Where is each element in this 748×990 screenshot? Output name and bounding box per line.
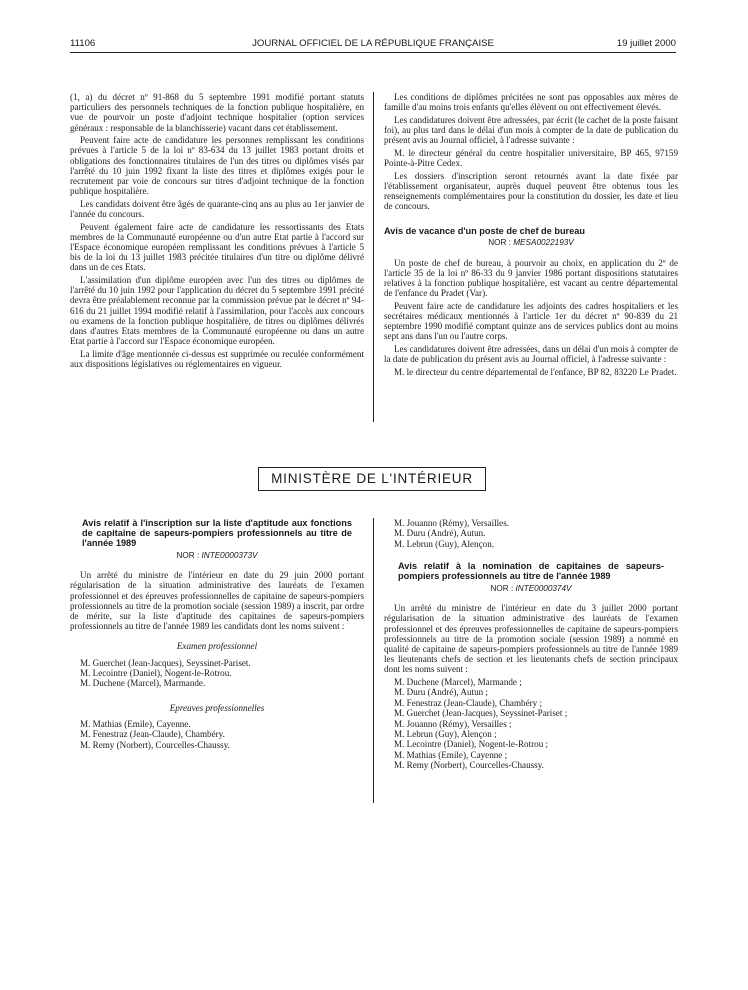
nor-reference: NOR : INTE0000373V — [176, 551, 258, 560]
nor-reference: NOR : INTE0000374V — [490, 584, 572, 594]
name-list — [70, 719, 364, 750]
bottom-right-column — [384, 518, 678, 771]
page-number: 11106 — [70, 38, 96, 49]
paragraph: L'assimilation d'un diplôme européen avec l'un des titres ou diplômes de l'arrêté du 10 juin 1992 pour l'application du décret du 5 septembre 1991 précité devra être préalablement reconnue par la commission prévue par le décret nº 94-616 du 21 juillet 1994 modifié relatif à l'assimilation, pour l'accès aux concours ou examens de la fonction publique hospitalière, de titres ou diplômes délivrés dans d'autres Etats membres de la Communauté européenne ou dans un autre Etat partie à l'accord sur l'Espace économique européen. — [70, 275, 364, 347]
list-item: M. Mathias (Emile), Cayenne ; — [394, 749, 508, 760]
top-left-column — [70, 92, 364, 372]
list-item: M. Lebrun (Guy), Alençon ; — [394, 729, 497, 740]
notice-title: Avis de vacance d'un poste de chef de bureau — [384, 225, 585, 236]
bottom-left-column — [70, 518, 364, 750]
list-item: M. Jouanno (Rémy), Versailles. — [394, 518, 510, 528]
paragraph: M. le directeur général du centre hospitalier universitaire, BP 465, 97159 Pointe-à-Pitre Cedex. — [384, 147, 678, 168]
paragraph: Un arrêté du ministre de l'intérieur en date du 3 juillet 2000 portant régularisation de la situation administrative des lauréats de l'examen professionnel et des épreuves professionnelles de capitaine de sapeurs-pompiers professionnels au titre de la promotion sociale (session 1989) a nommé en qualité de capitaine de sapeurs-pompiers professionnels au titre de l'année 1989 les lieutenants chefs de section et les lieutenants chefs de section principaux dont les noms suivent : — [384, 603, 678, 675]
name-list — [70, 658, 364, 689]
list-item: M. Remy (Norbert), Courcelles-Chaussy. — [80, 739, 230, 750]
header-rule — [70, 52, 676, 53]
list-item: M. Mathias (Emile), Cayenne. — [80, 719, 191, 730]
paragraph: Les candidatures doivent être adressées, dans un délai d'un mois à compter de la date de publication du présent avis au Journal officiel, à l'adresse suivante : — [384, 344, 678, 365]
paragraph: Peuvent faire acte de candidature les adjoints des cadres hospitaliers et les secrétaires médicaux mentionnés à l'article 1er du décret nº 90-839 du 21 septembre 1990 modifié comptant quinze ans de services publics dont au moins sept ans dans l'un ou l'autre corps. — [384, 300, 678, 342]
notice-title: Avis relatif à la nomination de capitaines de sapeurs-pompiers professionnels au titre de l'année 1989 — [398, 561, 664, 582]
list-item: M. Jouanno (Rémy), Versailles ; — [394, 718, 512, 729]
notice-title: Avis relatif à l'inscription sur la liste d'aptitude aux fonctions de capitaine de sapeurs-pompiers professionnels au titre de l'année 1989 — [82, 518, 352, 549]
name-list — [384, 677, 678, 771]
list-item: M. Lebrun (Guy), Alençon. — [394, 538, 495, 549]
paragraph: M. le directeur du centre départemental de l'enfance, BP 82, 83220 Le Pradet. — [394, 366, 677, 377]
paragraph: Les dossiers d'inscription seront retournés avant la date fixée par l'établissement organisateur, auprès duquel peuvent être obtenus tous les renseignements complémentaires pour la constitution du dossier, les date et lieu de concours. — [384, 170, 678, 212]
list-item: M. Lecointre (Daniel), Nogent-le-Rotrou ; — [394, 739, 549, 750]
paragraph: La limite d'âge mentionnée ci-dessus est supprimée ou reculée conformément aux dispositions législatives ou réglementaires en vigueur. — [70, 348, 364, 370]
ministry-heading: MINISTÈRE DE L'INTÉRIEUR — [258, 467, 486, 491]
journal-title: JOURNAL OFFICIEL DE LA RÉPUBLIQUE FRANÇAISE — [252, 38, 494, 49]
list-item: M. Lecointre (Daniel), Nogent-le-Rotrou. — [80, 668, 232, 679]
list-item: M. Duchene (Marcel), Marmande ; — [394, 677, 522, 688]
issue-date: 19 juillet 2000 — [616, 38, 676, 49]
column-divider — [373, 92, 374, 422]
section-title: Epreuves professionnelles — [169, 702, 265, 713]
top-right-column — [384, 92, 678, 379]
list-item: M. Guerchet (Jean-Jacques), Seyssinet-Pariset ; — [394, 708, 568, 719]
name-list — [384, 518, 678, 549]
section-title: Examen professionnel — [176, 641, 258, 652]
list-item: M. Remy (Norbert), Courcelles-Chaussy. — [394, 760, 544, 771]
list-item: M. Guerchet (Jean-Jacques), Seyssinet-Pariset. — [80, 657, 251, 668]
nor-reference: NOR : MESA0022193V — [488, 238, 574, 248]
running-header — [70, 38, 676, 52]
column-divider — [373, 518, 374, 803]
list-item: M. Fenestraz (Jean-Claude), Chambéry ; — [394, 697, 542, 708]
list-item: M. Fenestraz (Jean-Claude), Chambéry. — [80, 729, 225, 740]
list-item: M. Duru (André), Autun ; — [394, 687, 488, 698]
list-item: M. Duru (André), Autun. — [394, 528, 486, 539]
paragraph: Peuvent faire acte de candidature les personnes remplissant les conditions prévues à l'article 5 de la loi nº 83-634 du 13 juillet 1983 portant droits et obligations des fonctionnaires titulaires de l'un des titres ou diplômes visés par l'arrêté du 10 juin 1992 fixant la liste des titres et diplômes exigés pour le recrutement par voie de concours sur titres d'adjoint technique de la fonction publique hospitalière. — [70, 135, 364, 197]
paragraph: Les conditions de diplômes précitées ne sont pas opposables aux mères de famille d'au moins trois enfants qu'elles élèvent ou ont effectivement élevés. — [384, 92, 678, 113]
paragraph: Les candidatures doivent être adressées, par écrit (le cachet de la poste faisant foi), au plus tard dans le délai d'un mois à compter de la date de publication du présent avis au Journal officiel, à l'adresse suivante : — [384, 114, 678, 146]
paragraph: Un poste de chef de bureau, à pourvoir au choix, en application du 2º de l'article 35 de la loi nº 86-33 du 9 janvier 1986 portant dispositions statutaires relatives à la fonction publique hospitalière, est vacant au centre départemental de l'enfance du Pradet (Var). — [384, 257, 678, 299]
paragraph: (1, a) du décret nº 91-868 du 5 septembre 1991 modifié portant statuts particuliers des personnels techniques de la fonction publique hospitalière, en vue de pourvoir un poste d'adjoint technique hospitalier (option services généraux : responsable de la blanchisserie) vacant dans cet établissement. — [70, 92, 364, 133]
list-item: M. Duchene (Marcel), Marmande. — [80, 678, 206, 689]
paragraph: Les candidats doivent être âgés de quarante-cinq ans au plus au 1er janvier de l'année du concours. — [70, 198, 364, 220]
paragraph: Un arrêté du ministre de l'intérieur en date du 29 juin 2000 portant régularisation de la situation administrative des lauréats de l'examen professionnel et des épreuves professionnelles de capitaine de sapeurs-pompiers professionnels au titre de la promotion sociale (session 1989) a inscrit, par ordre de mérite, sur la liste d'aptitude des capitaines de sapeurs-pompiers professionnels au titre de l'année 1989 les candidats dont les noms suivent : — [70, 570, 364, 632]
paragraph: Peuvent également faire acte de candidature les ressortissants des Etats membres de la Communauté européenne ou d'un autre Etat partie à l'accord sur l'Espace économique européen remplissant les conditions prévues à l'article 5 bis de la loi du 13 juillet 1983 précitée titulaires d'un titre ou diplôme délivré dans un de ces Etats. — [70, 221, 364, 273]
